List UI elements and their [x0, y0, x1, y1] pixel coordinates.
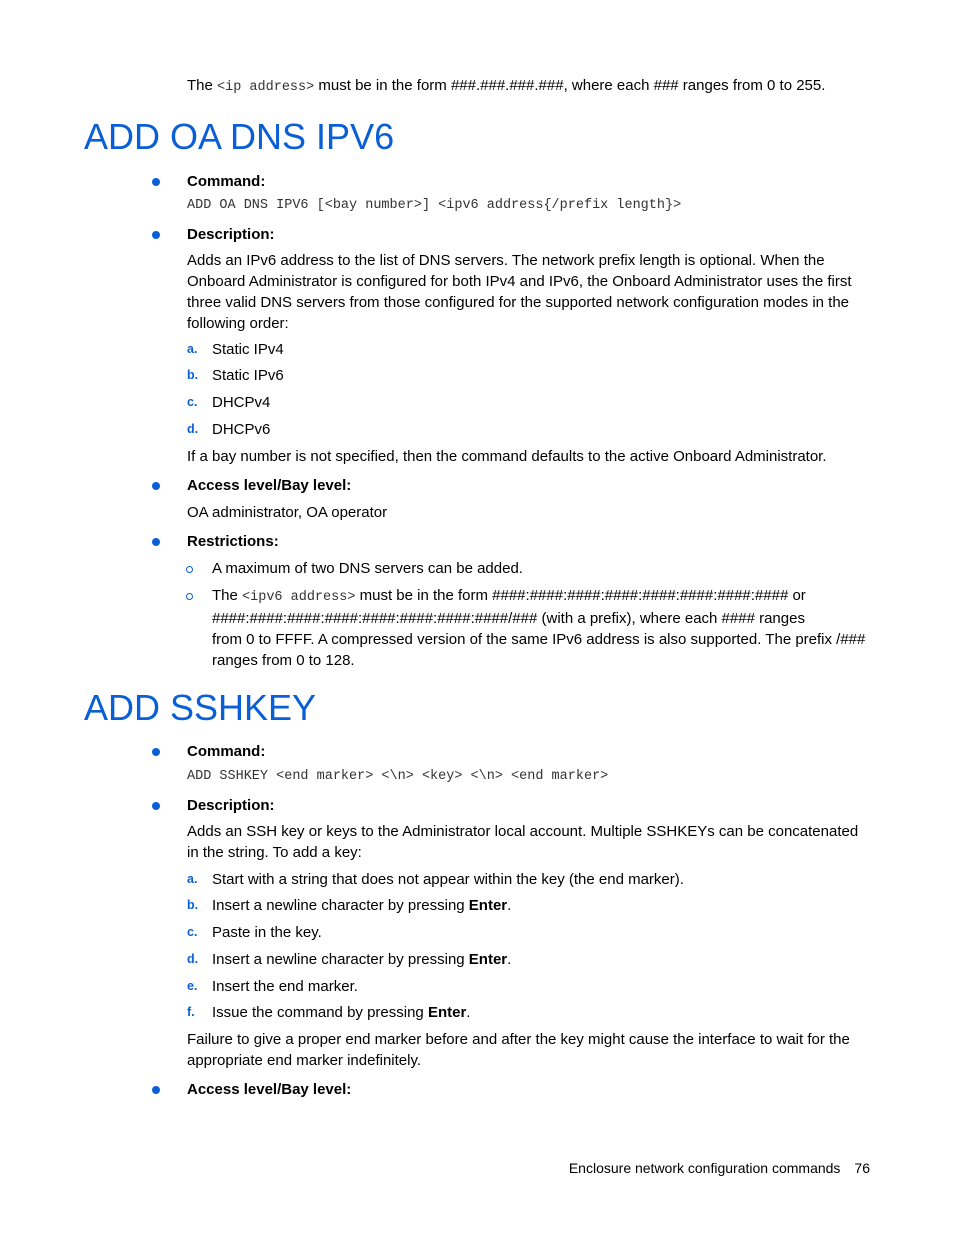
list-letter: d.: [187, 952, 199, 966]
circle-bullet-icon: [186, 593, 193, 600]
bay-note: If a bay number is not specified, then the command defaults to the active Onboard Administrator.: [187, 448, 827, 465]
bullet-icon: [152, 231, 160, 239]
restrictions-label: Restrictions:: [187, 533, 279, 550]
list-item: Start with a string that does not appear within the key (the end marker).: [212, 871, 684, 888]
page-footer: [569, 1158, 870, 1179]
description-text: Adds an IPv6 address to the list of DNS servers. The network prefix length is optional. When the Onboard Administrator is configured for both IPv4 and IPv6, the Onboard Administrator uses the first three valid DNS servers from those configured for the supported network configuration modes in the following order:: [187, 252, 852, 332]
list-letter: c.: [187, 395, 198, 409]
list-letter: a.: [187, 872, 198, 886]
command-label: Command:: [187, 173, 266, 190]
description-label: Description:: [187, 226, 275, 243]
list-letter: d.: [187, 422, 199, 436]
bullet-icon: [152, 538, 160, 546]
circle-bullet-icon: [186, 566, 193, 573]
list-letter: e.: [187, 979, 198, 993]
footer-section: Enclosure network configuration commands: [568, 1160, 841, 1176]
page-number: 76: [854, 1160, 870, 1176]
access-text: OA administrator, OA operator: [187, 504, 388, 521]
bullet-icon: [152, 748, 160, 756]
list-item: Issue the command by pressing Enter.: [212, 1004, 471, 1021]
list-item: Static IPv6: [212, 367, 284, 384]
list-item: DHCPv4: [212, 394, 271, 411]
inline-code: <ip address>: [217, 80, 315, 95]
bullet-icon: [152, 178, 160, 186]
failure-note: Failure to give a proper end marker before and after the key might cause the interface to wait for the appropriate end marker indefinitely.: [187, 1031, 850, 1069]
command-syntax: ADD OA DNS IPV6 [<bay number>] <ipv6 address{/prefix length}>: [187, 198, 682, 213]
command-label: Command:: [187, 743, 266, 760]
list-letter: b.: [187, 368, 199, 382]
list-item: Insert the end marker.: [212, 978, 358, 995]
intro-paragraph: The <ip address> must be in the form ###.###.###.###, where each ### ranges from 0 to 255.: [187, 77, 826, 95]
list-item: Insert a newline character by pressing Enter.: [212, 951, 512, 968]
list-letter: a.: [187, 342, 198, 356]
list-letter: b.: [187, 898, 199, 912]
list-item: Static IPv4: [212, 341, 284, 358]
list-item: DHCPv6: [212, 421, 271, 438]
section-title-add-oa-dns-ipv6: ADD OA DNS IPV6: [84, 116, 395, 157]
command-syntax: ADD SSHKEY <end marker> <\n> <key> <\n> <end marker>: [187, 769, 609, 784]
bullet-icon: [152, 802, 160, 810]
list-letter: c.: [187, 925, 198, 939]
inline-code: <ipv6 address>: [242, 590, 356, 605]
access-label: Access level/Bay level:: [187, 1081, 352, 1098]
list-item: Insert a newline character by pressing Enter.: [212, 897, 512, 914]
list-letter: f.: [187, 1005, 195, 1019]
bullet-icon: [152, 1086, 160, 1094]
section-title-add-sshkey: ADD SSHKEY: [84, 687, 317, 728]
description-text: Adds an SSH key or keys to the Administrator local account. Multiple SSHKEYs can be concatenated in the string. To add a key:: [187, 823, 859, 861]
restriction-item: The <ipv6 address> must be in the form ####:####:####:####:####:####:####:#### or ####:####:####:####:####:####:####:####/### (with a prefix), where each #### ranges from 0 to FFFF. A compressed version of the same IPv6 address is also supported. The prefix /### ranges from 0 to 128.: [212, 587, 866, 669]
description-label: Description:: [187, 797, 275, 814]
restriction-item: A maximum of two DNS servers can be added.: [212, 560, 523, 577]
list-item: Paste in the key.: [212, 924, 322, 941]
access-label: Access level/Bay level:: [187, 477, 352, 494]
bullet-icon: [152, 482, 160, 490]
